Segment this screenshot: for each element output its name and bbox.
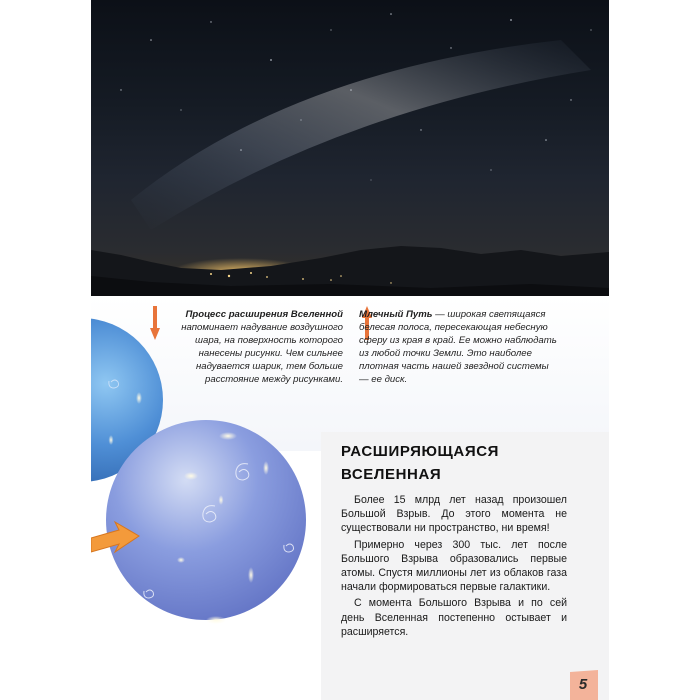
milky-way-photo — [91, 0, 609, 296]
book-page — [91, 0, 609, 700]
balloon-caption-title: Процесс расширения Вселенной — [185, 309, 343, 320]
heading-line-1: РАСШИРЯЮЩАЯСЯ — [341, 443, 500, 460]
article-body — [341, 493, 567, 641]
paragraph-2: Примерно через 300 тыс. лет после Большого Взрыва образовались первые атомы. Спустя миллионы лет из облаков газа начали формироваться первые галактики. — [341, 538, 567, 594]
milky-way-caption-text: — широкая светящаяся белесая полоса, пересекающая небесную сферу из края в край. Ее можно наблюдать из любой точки Земли. Это наиболее плотная часть нашей звездной системы — ее диск. — [359, 309, 557, 385]
paragraph-1: Более 15 млрд лет назад произошел Большой Взрыв. До этого момента не существовали ни пространство, ни время! — [341, 494, 567, 535]
night-sky-illustration — [91, 0, 609, 296]
milky-way-band — [131, 40, 591, 230]
page-number: 5 — [578, 675, 588, 693]
milky-way-caption-title: Млечный Путь — [359, 309, 433, 320]
heading-line-2: ВСЕЛЕННАЯ — [341, 466, 442, 483]
expanding-balloon-illustration — [91, 300, 321, 640]
milky-way-caption — [359, 308, 559, 386]
paragraph-3: С момента Большого Взрыва и по сей день Вселенная постепенно остывает и расширяется. — [341, 597, 567, 638]
balloon-caption-text: напоминает надувание воздушного шара, на поверхность которого нанесены рисунки. Чем сильнее надувается шарик, тем больше расстояние между рисунками. — [181, 322, 343, 385]
article-heading — [341, 440, 581, 486]
large-balloon-sphere — [106, 420, 306, 620]
